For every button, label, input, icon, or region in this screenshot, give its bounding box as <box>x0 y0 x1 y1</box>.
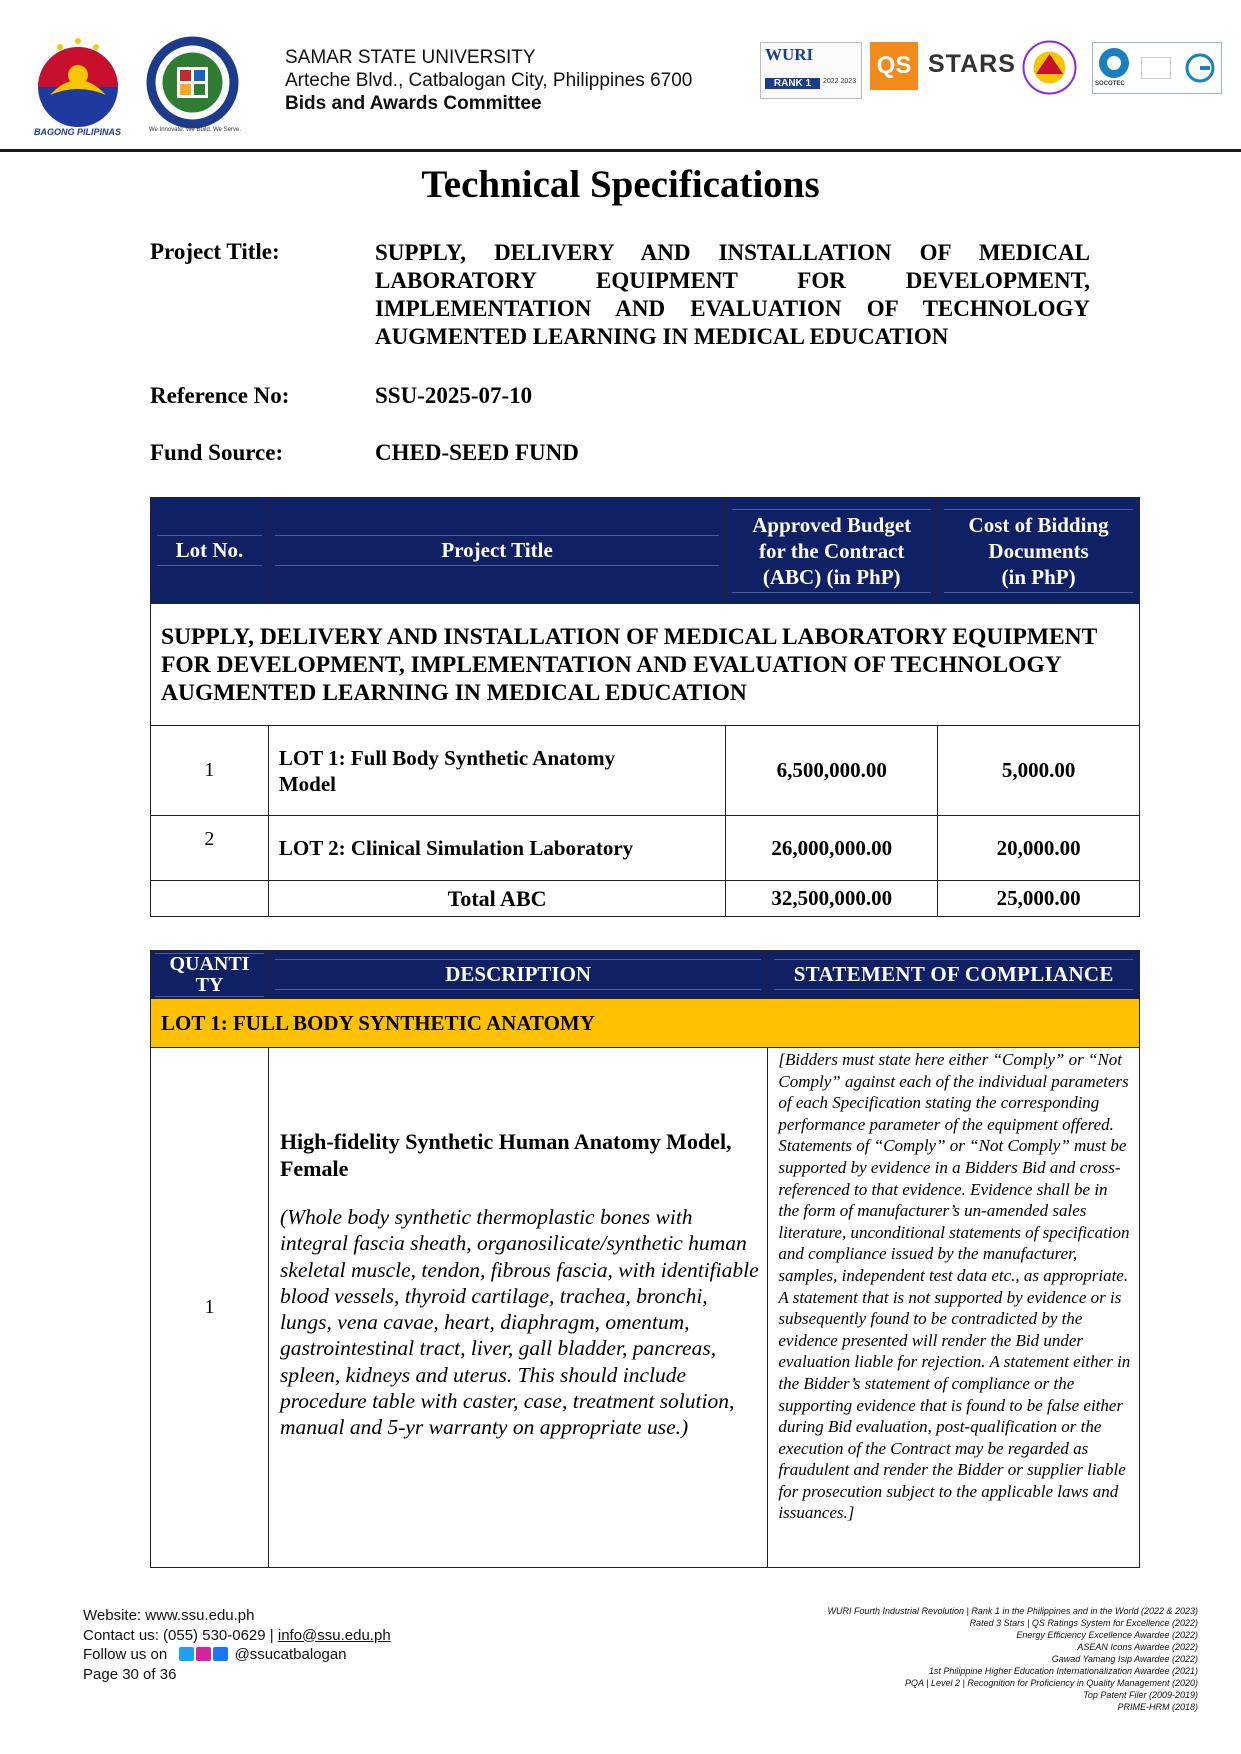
award-line: PRIME-HRM (2018) <box>1117 1702 1198 1712</box>
header-project-title: Project Title <box>268 498 725 604</box>
footer-contact-line: Contact us: (055) 530-0629 | info@ssu.edu.ph <box>83 1626 391 1644</box>
seal-motto: We Innovate. We Build. We Serve. <box>148 127 242 133</box>
lot-abc: 26,000,000.00 <box>726 816 938 881</box>
total-abc: 32,500,000.00 <box>726 881 938 917</box>
footer-awards <box>827 1605 1198 1713</box>
lot-cost: 20,000.00 <box>938 816 1140 881</box>
wuri-rank: RANK 1 <box>765 78 820 89</box>
fund-source-value: CHED-SEED FUND <box>375 440 579 465</box>
project-title-value: SUPPLY, DELIVERY AND INSTALLATION OF MEDICAL LABORATORY EQUIPMENT FOR DEVELOPMENT, IMPLEMENTATION AND EVALUATION OF TECHNOLOGY AUGMENTED LEARNING IN MEDICAL EDUCATION <box>375 240 1090 349</box>
award-line: PQA | Level 2 | Recognition for Proficiency in Quality Management (2020) <box>905 1678 1198 1688</box>
header-university-name: SAMAR STATE UNIVERSITY <box>285 47 536 68</box>
lot-title: LOT 1: Full Body Synthetic Anatomy Model <box>268 726 725 816</box>
total-label: Total ABC <box>268 881 725 917</box>
reference-value: SSU-2025-07-10 <box>375 383 533 408</box>
qs-stars-logo <box>870 42 1016 92</box>
lot-abc: 6,500,000.00 <box>726 726 938 816</box>
compliance-statement: [Bidders must state here either “Comply” or “Not Comply” against each of the individual parameters of each Specification stating the corresponding performance parameter of the equipment offered. Statements of “Comply” or “Not Comply” must be supported by evidence in a Bidders Bid and cross-referenced to that evidence. Evidence shall be in the form of manufacturer’s un-amended sales literature, unconditional statements of specification and compliance issued by the manufacturer, samples, independent test data etc., as appropriate. A statement that is not supported by evidence or is subsequently found to be contradicted by the evidence presented will render the Bid under evaluation liable for rejection. A statement either in the Bidder’s statement of compliance or the supporting evidence that is found to be false either during Bid evaluation, post-qualification or the execution of the Contract may be regarded as fraudulent and render the Bidder or supplier liable for prosecution subject to the applicable laws and issuances.] <box>768 1048 1140 1568</box>
footer-social: Follow us on @ssucatbalogan <box>83 1646 347 1663</box>
header-rule <box>0 149 1241 152</box>
table-row <box>151 816 1140 881</box>
lot-number: 1 <box>151 726 269 816</box>
lots-table-header <box>151 498 1140 604</box>
page-number: Page 30 of 36 <box>83 1665 177 1683</box>
award-line: ASEAN Icons Awardee (2022) <box>1077 1642 1198 1652</box>
header-lot-no: Lot No. <box>151 498 269 604</box>
header-compliance: STATEMENT OF COMPLIANCE <box>768 951 1140 999</box>
facebook-icon[interactable] <box>213 1647 228 1661</box>
total-empty-cell <box>151 881 269 917</box>
header-abc: Approved Budget for the Contract (ABC) (in PhP) <box>726 498 938 604</box>
document-title: Technical Specifications <box>421 163 820 206</box>
header-description: DESCRIPTION <box>268 951 767 999</box>
award-line: Top Patent Filer (2009-2019) <box>1083 1690 1198 1700</box>
bagong-pilipinas-label: BAGONG PILIPINAS <box>33 127 121 137</box>
lots-banner-row <box>151 604 1140 726</box>
award-seal-icon <box>1022 40 1077 95</box>
socotec-label: SOCOTEC <box>1095 81 1125 87</box>
lots-table <box>150 497 1140 917</box>
wuri-logo: WURI <box>765 45 814 64</box>
award-line: Energy Efficiency Excellence Awardee (2022) <box>1016 1630 1198 1640</box>
stars-text: STARS <box>928 50 1016 78</box>
total-cost: 25,000.00 <box>938 881 1140 917</box>
socotec-iso-badge <box>1092 42 1222 94</box>
spec-description <box>268 1048 767 1568</box>
university-seal <box>145 35 240 130</box>
spec-table-header <box>151 951 1140 999</box>
fund-source-label: Fund Source: <box>150 440 284 465</box>
spec-quantity: 1 <box>151 1048 269 1568</box>
item-title: High-fidelity Synthetic Human Anatomy Model, Female <box>279 1129 732 1181</box>
twitter-icon[interactable] <box>179 1647 194 1661</box>
qs-box: QS <box>870 42 918 90</box>
spec-table <box>150 950 1140 1568</box>
lot-title: LOT 2: Clinical Simulation Laboratory <box>268 816 725 881</box>
header-cost-of-bidding: Cost of Bidding Documents (in PhP) <box>938 498 1140 604</box>
instagram-icon[interactable] <box>196 1647 211 1661</box>
header-text <box>285 46 692 115</box>
lot-cost: 5,000.00 <box>938 726 1140 816</box>
footer-website[interactable]: Website: www.ssu.edu.ph <box>83 1607 255 1624</box>
footer-contact <box>83 1606 391 1684</box>
spec-row <box>151 1048 1140 1568</box>
wuri-badge <box>760 42 862 99</box>
reference-label: Reference No: <box>150 383 290 408</box>
award-line: 1st Philippine Higher Education Internationalization Awardee (2021) <box>928 1666 1198 1676</box>
project-title-label: Project Title: <box>150 239 280 264</box>
header-address: Arteche Blvd., Catbalogan City, Philippines 6700 <box>285 70 693 91</box>
lot1-banner: LOT 1: FULL BODY SYNTHETIC ANATOMY <box>151 999 1140 1048</box>
header-quantity: QUANTI TY <box>151 951 269 999</box>
iso-mark <box>1141 57 1171 79</box>
lots-banner: SUPPLY, DELIVERY AND INSTALLATION OF MEDICAL LABORATORY EQUIPMENT FOR DEVELOPMENT, IMPLEMENTATION AND EVALUATION OF TECHNOLOGY AUGMENTED LEARNING IN MEDICAL EDUCATION <box>151 604 1140 726</box>
lot-number: 2 <box>151 816 269 881</box>
footer-email-link[interactable]: info@ssu.edu.ph <box>277 1626 391 1644</box>
award-line: Rated 3 Stars | QS Ratings System for Excellence (2022) <box>969 1618 1198 1628</box>
item-detail: (Whole body synthetic thermoplastic bones with integral fascia sheath, organosilicate/synthetic human skeletal muscle, tendon, fibrous fascia, with identifiable blood vessels, thyroid cartilage, trachea, bronchi, lungs, vena cavae, heart, diaphragm, omentum, gastrointestinal tract, liver, gall bladder, pancreas, spleen, kidneys and uterus. This should include procedure table with caster, case, treatment solution, manual and 5-yr warranty on appropriate use.) <box>279 1205 759 1440</box>
award-line: WURI Fourth Industrial Revolution | Rank 1 in the Philippines and in the World (2022 & 2023) <box>827 1606 1198 1616</box>
table-row <box>151 726 1140 816</box>
bagong-pilipinas-logo <box>20 35 135 140</box>
header-committee: Bids and Awards Committee <box>285 93 542 114</box>
wuri-years: 2022 2023 <box>823 78 857 85</box>
award-line: Gawad Yamang Isip Awardee (2022) <box>1051 1654 1198 1664</box>
total-row <box>151 881 1140 917</box>
lot-banner-row <box>151 999 1140 1048</box>
